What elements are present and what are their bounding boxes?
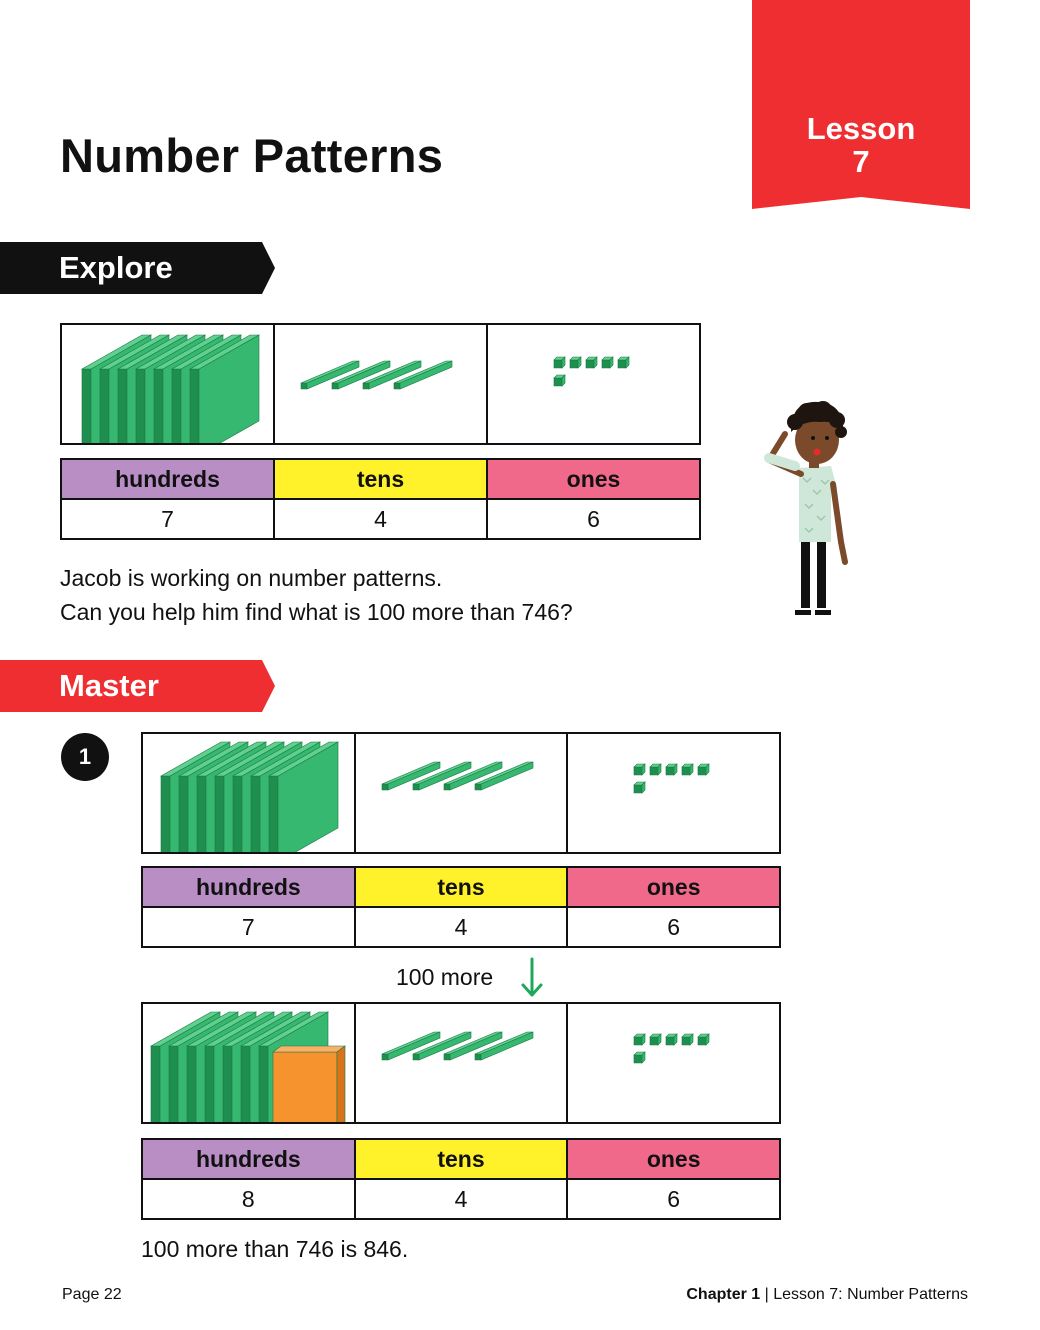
unit-cube	[634, 1037, 642, 1045]
explore-blocks-panel	[60, 323, 701, 445]
hundred-flat	[100, 369, 109, 443]
hundred-flat	[205, 1046, 214, 1122]
unit-cube	[554, 360, 562, 368]
hundred-flat	[269, 776, 278, 852]
tens-header: tens	[274, 459, 487, 499]
tens-header: tens	[355, 1139, 568, 1179]
ten-rod	[413, 784, 419, 790]
page-title: Number Patterns	[60, 129, 444, 182]
hundreds-header: hundreds	[61, 459, 274, 499]
unit-cube	[698, 1037, 706, 1045]
hundred-flat	[223, 1046, 232, 1122]
conclusion-text: 100 more than 746 is 846.	[141, 1236, 409, 1262]
master-blocks-panel-1	[141, 732, 781, 854]
hundred-flat	[233, 776, 242, 852]
hundreds-header: hundreds	[142, 1139, 355, 1179]
tens-value: 4	[355, 1179, 568, 1219]
ones-blocks-cell	[568, 734, 779, 852]
hundred-flat	[82, 369, 91, 443]
unit-cube	[618, 360, 626, 368]
unit-cube	[602, 360, 610, 368]
hundred-flat	[169, 1046, 178, 1122]
ones-blocks-cell	[568, 1004, 779, 1122]
unit-cube	[650, 767, 658, 775]
ten-rod	[363, 383, 369, 389]
ones-value: 6	[567, 907, 780, 947]
hundred-flat	[161, 776, 170, 852]
ten-rod	[444, 784, 450, 790]
hundreds-header: hundreds	[142, 867, 355, 907]
ten-rod	[301, 383, 307, 389]
ten-rod	[444, 1054, 450, 1060]
hundred-flat	[190, 369, 199, 443]
question-number-badge: 1	[61, 733, 109, 781]
down-arrow-icon	[520, 957, 544, 999]
lesson-label: Lesson	[806, 111, 916, 146]
footer-separator: |	[764, 1286, 769, 1303]
hundred-flats-icon	[143, 734, 355, 852]
hundred-flats-icon	[143, 1004, 355, 1122]
ten-rod	[382, 1054, 388, 1060]
unit-cubes-icon	[568, 734, 780, 852]
unit-cube	[682, 1037, 690, 1045]
hundred-flat	[187, 1046, 196, 1122]
explore-text-line1: Jacob is working on number patterns.	[60, 565, 443, 591]
ten-rod	[413, 1054, 419, 1060]
ones-blocks-cell	[488, 325, 699, 443]
hundred-flat	[251, 776, 260, 852]
tens-value: 4	[355, 907, 568, 947]
unit-cube	[698, 767, 706, 775]
hundred-flat	[241, 1046, 250, 1122]
unit-cube	[634, 1055, 642, 1063]
unit-cube	[634, 767, 642, 775]
hundred-flat	[172, 369, 181, 443]
master-place-value-table-2	[141, 1138, 781, 1220]
unit-cube	[570, 360, 578, 368]
lesson-number: 7	[852, 144, 870, 179]
ones-header: ones	[567, 867, 780, 907]
explore-heading: Explore	[59, 250, 173, 285]
hundred-flat	[118, 369, 127, 443]
hundred-flats-icon	[62, 325, 274, 443]
hundreds-value: 7	[142, 907, 355, 947]
hundred-flat	[197, 776, 206, 852]
explore-banner	[0, 242, 276, 294]
ten-rod	[382, 784, 388, 790]
tens-blocks-cell	[356, 734, 569, 852]
unit-cube	[650, 1037, 658, 1045]
master-banner	[0, 660, 276, 712]
unit-cubes-icon	[568, 1004, 780, 1122]
unit-cube	[554, 378, 562, 386]
master-place-value-table-1	[141, 866, 781, 948]
tens-header: tens	[355, 867, 568, 907]
unit-cube	[586, 360, 594, 368]
tens-value: 4	[274, 499, 487, 539]
unit-cube	[666, 1037, 674, 1045]
ones-value: 6	[567, 1179, 780, 1219]
hundreds-value: 7	[61, 499, 274, 539]
ten-rods-icon	[356, 1004, 568, 1122]
explore-place-value-table	[60, 458, 701, 540]
unit-cube	[682, 767, 690, 775]
explore-text-line2: Can you help him find what is 100 more than 746?	[60, 599, 573, 625]
tens-blocks-cell	[275, 325, 488, 443]
tens-blocks-cell	[356, 1004, 569, 1122]
explore-text	[60, 561, 573, 629]
master-blocks-panel-2	[141, 1002, 781, 1124]
jacob-character-illustration	[755, 392, 865, 624]
ten-rod	[475, 784, 481, 790]
footer-page-number: Page 22	[62, 1286, 122, 1303]
footer-lesson: Lesson 7: Number Patterns	[773, 1286, 968, 1303]
hundred-flat	[215, 776, 224, 852]
ones-header: ones	[487, 459, 700, 499]
ones-value: 6	[487, 499, 700, 539]
ones-header: ones	[567, 1139, 780, 1179]
ten-rods-icon	[275, 325, 487, 443]
hundreds-value: 8	[142, 1179, 355, 1219]
hundreds-blocks-cell	[143, 734, 356, 852]
footer-chapter: Chapter 1	[686, 1286, 761, 1303]
new-hundred-flat	[273, 1052, 337, 1122]
footer-chapter-info	[686, 1286, 968, 1304]
hundreds-blocks-cell	[62, 325, 275, 443]
ten-rod	[475, 1054, 481, 1060]
hundred-flat	[154, 369, 163, 443]
unit-cubes-icon	[488, 325, 700, 443]
hundred-flat	[151, 1046, 160, 1122]
ten-rods-icon	[356, 734, 568, 852]
unit-cube	[634, 785, 642, 793]
hundred-more-label: 100 more	[396, 964, 494, 990]
hundred-flat	[259, 1046, 268, 1122]
ten-rod	[394, 383, 400, 389]
lesson-ribbon	[752, 0, 970, 210]
unit-cube	[666, 767, 674, 775]
hundred-flat	[136, 369, 145, 443]
ten-rod	[332, 383, 338, 389]
hundred-flat	[179, 776, 188, 852]
master-heading: Master	[59, 668, 159, 703]
hundreds-blocks-cell	[143, 1004, 356, 1122]
